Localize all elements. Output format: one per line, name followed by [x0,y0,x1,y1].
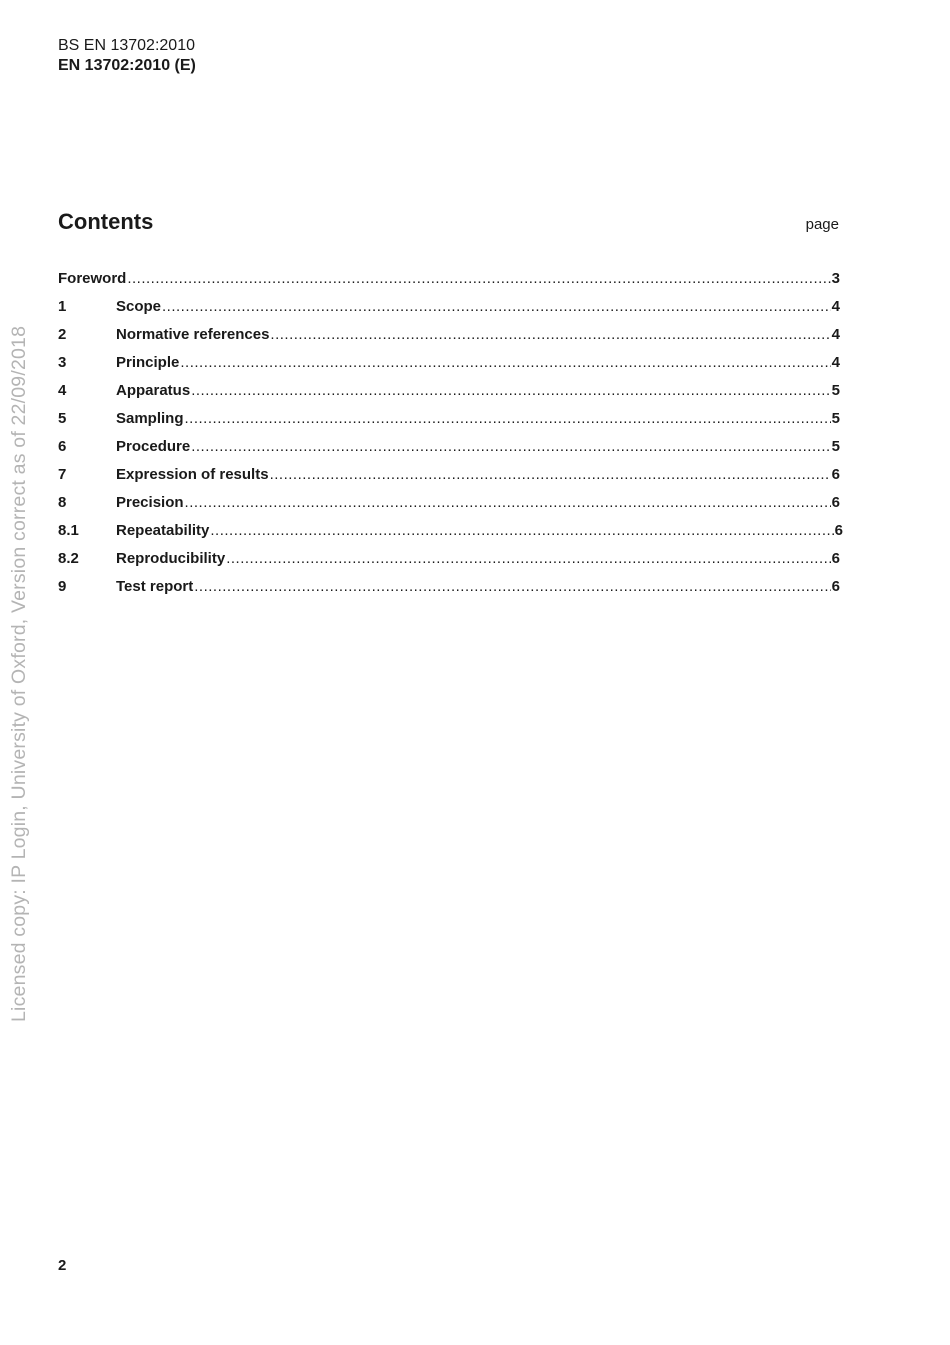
toc-entry-page: 4 [831,354,840,371]
toc-entry-principle[interactable] [58,352,840,380]
toc-entry-title: Apparatus [116,382,191,399]
toc-entry-number: 8.1 [58,522,79,539]
toc-entry-test-report[interactable] [58,576,840,604]
toc-leader-dots [194,576,830,598]
toc-entry-page: 6 [831,550,840,567]
table-of-contents [58,268,843,604]
toc-entry-page: 6 [831,494,840,511]
toc-entry-reproducibility[interactable] [58,548,840,576]
toc-entry-number: 9 [58,578,67,595]
toc-leader-dots [191,436,830,458]
toc-entry-number: 1 [58,298,67,315]
toc-entry-number: 8.2 [58,550,79,567]
toc-leader-dots [180,352,830,374]
toc-entry-number: 4 [58,382,67,399]
toc-leader-dots [185,408,831,430]
toc-entry-page: 3 [831,270,840,287]
toc-entry-expression-of-results[interactable] [58,464,840,492]
toc-entry-foreword[interactable] [58,268,840,296]
page-column-label: page [805,216,839,233]
toc-entry-title: Procedure [116,438,191,455]
toc-entry-number: 7 [58,466,67,483]
toc-leader-dots [270,324,830,346]
toc-leader-dots [191,380,830,402]
toc-entry-title: Normative references [116,326,270,343]
toc-entry-page: 4 [831,326,840,343]
toc-entry-number: 8 [58,494,67,511]
toc-entry-scope[interactable] [58,296,840,324]
toc-entry-page: 5 [831,382,840,399]
toc-entry-repeatability[interactable] [58,520,843,548]
contents-title: Contents [58,209,154,234]
toc-leader-dots [162,296,831,318]
toc-entry-title: Repeatability [116,522,210,539]
page-number: 2 [58,1257,67,1274]
toc-entry-page: 4 [831,298,840,315]
toc-entry-number: 2 [58,326,67,343]
toc-entry-page: 6 [831,466,840,483]
toc-entry-apparatus[interactable] [58,380,840,408]
toc-entry-number: 6 [58,438,67,455]
toc-entry-page: 5 [831,438,840,455]
toc-leader-dots [127,268,830,290]
toc-entry-title: Reproducibility [116,550,226,567]
toc-entry-title: Foreword [58,270,127,287]
toc-leader-dots [185,492,831,514]
standard-reference-en: EN 13702:2010 (E) [58,57,196,74]
toc-entry-page: 6 [834,522,843,539]
toc-entry-title: Scope [116,298,162,315]
toc-leader-dots [210,520,833,542]
toc-entry-title: Precision [116,494,184,511]
toc-entry-sampling[interactable] [58,408,840,436]
standard-reference-bs: BS EN 13702:2010 [58,37,195,54]
license-watermark: Licensed copy: IP Login, University of Oxford, Version correct as of 22/09/2018 [8,325,30,1022]
toc-leader-dots [226,548,830,570]
toc-entry-normative-references[interactable] [58,324,840,352]
toc-entry-precision[interactable] [58,492,840,520]
toc-entry-title: Principle [116,354,180,371]
toc-entry-number: 3 [58,354,67,371]
toc-entry-page: 5 [831,410,840,427]
toc-entry-title: Sampling [116,410,184,427]
toc-entry-procedure[interactable] [58,436,840,464]
toc-entry-number: 5 [58,410,67,427]
toc-entry-page: 6 [831,578,840,595]
toc-entry-title: Test report [116,578,194,595]
document-header [58,36,196,76]
toc-leader-dots [270,464,831,486]
toc-entry-title: Expression of results [116,466,269,483]
